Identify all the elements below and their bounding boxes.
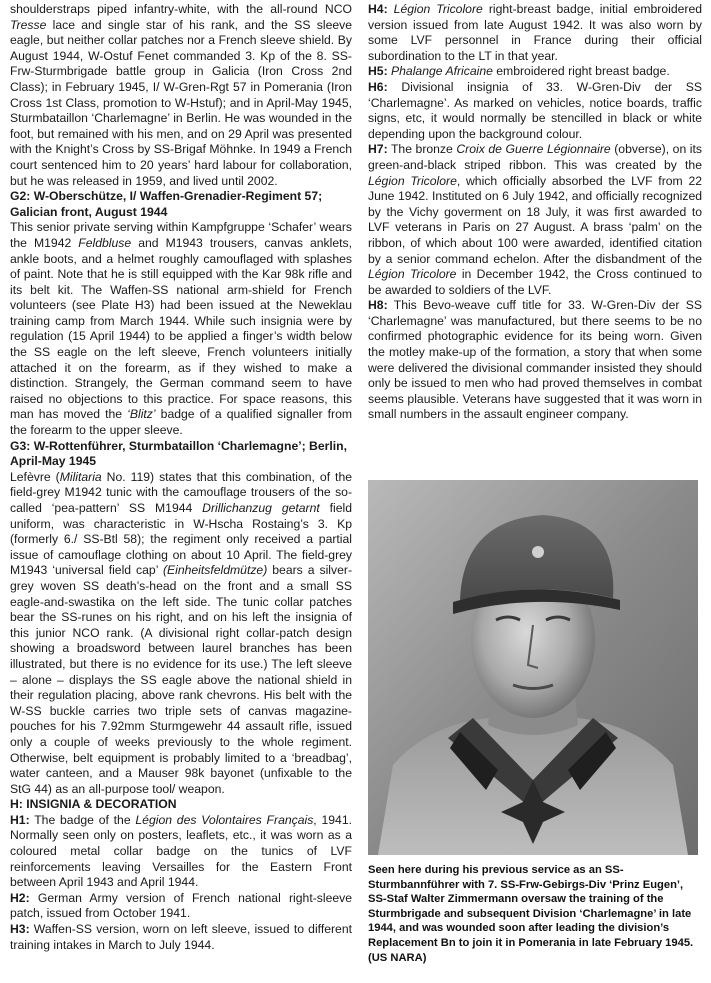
portrait-illustration (368, 480, 698, 855)
h7-paragraph: H7: The bronze Croix de Guerre Légionnaire (obverse), on its green-and-black striped ribbon. This was created by the Légion Tricolore, which officially absorbed the LVF from 22 June 1942. Instituted on 6 July 1942, and officially recognized by the Vichy goverment on 18 July, it was first awarded to LVF veterans in Paris on 27 August. A brass ‘palm’ on the ribbon, of which about 100 were awarded, identified citation by a senior command echelon. After the disbandment of the Légion Tricolore in December 1942, the Cross continued to be awarded to soldiers of the LVF. (368, 142, 702, 297)
h8-paragraph: H8: This Bevo-weave cuff title for 33. W-Gren-Div der SS ‘Charlemagne’ was manufactured, but there seems to be no confirmed photographic evidence for its being worn. Given the motley make-up of the formation, a story that when some were delivered the divisional commander insisted they should only be issued to men who had proved themselves in combat seems plausible. Veterans have suggested that it was worn in small numbers in the assault engineer company. (368, 298, 702, 422)
g3-heading: G3: W-Rottenführer, Sturmbataillon ‘Charlemagne’; Berlin, April-May 1945 (10, 438, 347, 469)
right-column (368, 2, 702, 423)
section-h-heading: H: INSIGNIA & DECORATION (10, 797, 177, 812)
h1-paragraph: H1: The badge of the Légion des Volontaires Français, 1941. Normally seen only on posters, leaflets, etc., it was worn as a coloured metal collar badge on the tunics of LVF reinforcements leaving Versailles for the Eastern Front between April 1943 and April 1944. (10, 812, 352, 890)
photo-caption: Seen here during his previous service as an SS-Sturmbannführer with 7. SS-Frw-Gebirgs-Div ‘Prinz Eugen’, SS-Staf Walter Zimmermann oversaw the training of the Sturmbrigade and subsequent Division ‘Charlemagne’ in late 1944, and was wounded soon after leading the division’s Replacement Bn to join it in Pomerania in late February 1945. (US NARA) (368, 864, 694, 964)
h5-paragraph: H5: Phalange Africaine embroidered right breast badge. (368, 64, 670, 79)
g3-paragraph: Lefèvre (Militaria No. 119) states that this combination, of the field-grey M1942 tunic with the camouflage trousers of the so-called ‘pea-pattern’ SS M1944 Drillichanzug getarnt field uniform, was characteristic in W-Hscha Rostaing’s 3. Kp (formerly 6./ SS-Btl 58); the regiment only received a partial issue of camouflage clothing on about 10 April. The field-grey M1943 ‘universal field cap’ (Einheitsfeldmütze) bears a silver-grey woven SS death’s-head on the front and a small SS eagle-and-swastika on the left side. The tunic collar patches bear the SS-runes on his right, and on his left the insignia of this junior NCO rank. (A divisional right collar-patch design showing a broadsword between laurel branches has been illustrated, but there is no evidence for its use.) The left sleeve – alone – displays the SS eagle above the national shield in their regulation placing, above rank chevrons. His belt with the W-SS buckle carries two triple sets of canvas magazine-pouches for his 7.92mm Sturmgewehr 44 assault rifle, issued only a couple of weeks previously to the whole regiment. Otherwise, belt equipment is probably limited to a ‘breadbag’, water canteen, and a Mauser 98k bayonet (unfixable to the StG 44) as an all-purpose tool/ weapon. (10, 469, 352, 796)
g2-heading: G2: W-Oberschütze, I/ Waffen-Grenadier-Regiment 57; Galician front, August 1944 (10, 189, 323, 219)
h6-paragraph: H6: Divisional insignia of 33. W-Gren-Div der SS ‘Charlemagne’. As marked on vehicles, notice boards, traffic signs, etc, it would normally be stencilled in black or white depending upon the background colour. (368, 79, 702, 141)
fenet-paragraph: shoulderstraps piped infantry-white, with the all-round NCO Tresse lace and single star of his rank, and the SS sleeve eagle, but neither collar patches nor a French sleeve shield. By August 1944, W-Ostuf Fenet commanded 3. Kp of the 8. SS-Frw-Sturmbrigade battle group in Galicia (Iron Cross 2nd Class); in February 1945, I/ W-Gren-Rgt 57 in Pomerania (Iron Cross 1st Class, promotion to W-Hstuf); and in April-May 1945, Sturmbataillon ‘Charlemagne’ in Berlin. He was wounded in the foot, but remained with his men, and on 29 April was presented with the Knight’s Cross by SS-Brigaf Möhnke. In 1949 a French court sentenced him to 20 years’ hard labour for collaboration, but he was released in 1959, and lived until 2002. (10, 2, 352, 188)
h2-paragraph: H2: German Army version of French national right-sleeve patch, issued from October 1941. (10, 890, 352, 921)
left-column (10, 2, 352, 953)
h4-paragraph: H4: Légion Tricolore right-breast badge, initial embroidered version issued from late August 1942. It was also worn by some LVF personnel in France during their official subordination to the LT in that year. (368, 2, 702, 63)
h3-paragraph: H3: Waffen-SS version, worn on left sleeve, issued to different training intakes in March to July 1944. (10, 922, 352, 952)
portrait-photo (368, 480, 698, 855)
g2-paragraph: This senior private serving within Kampfgruppe ‘Schafer’ wears the M1942 Feldbluse and M1943 trousers, canvas anklets, ankle boots, and a helmet roughly camouflaged with splashes of paint. Note that he is still equipped with the Kar 98k rifle and its belt kit. The Waffen-SS national arm-shield for French volunteers (see Plate H3) had been issued at the Neweklau training camp from March 1944. While such insignia were by regulation (15 April 1944) to be applied a finger’s width below the SS eagle on the left sleeve, French volunteers initially attached it on the forearm, as if they wished to make a distinction. Strangely, the German command seem to have raised no objections to this practice. For space reasons, this man has moved the ‘Blitz’ badge of a qualified signaller from the forearm to the upper sleeve. (10, 220, 352, 438)
